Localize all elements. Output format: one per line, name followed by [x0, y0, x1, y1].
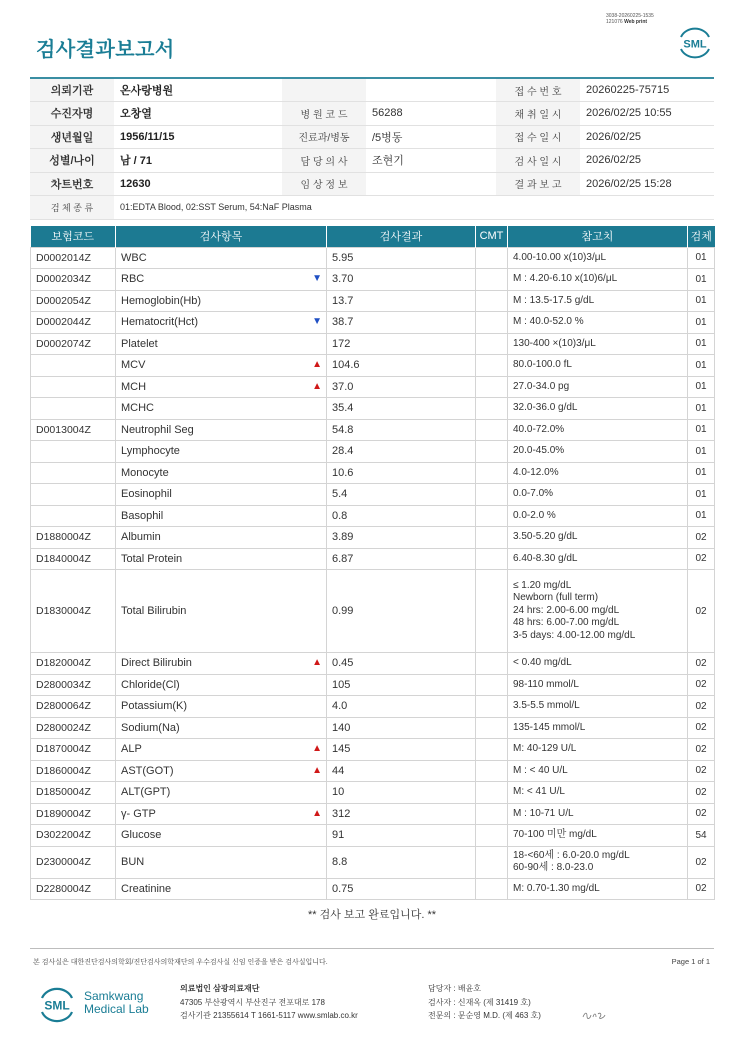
test-item-name: Glucose — [121, 829, 162, 842]
insurance-code-cell: D0002074Z — [31, 333, 116, 355]
high-flag-icon: ▲ — [312, 807, 322, 819]
test-item-name: Potassium(K) — [121, 700, 188, 713]
result-cell: 10 — [327, 782, 476, 804]
cmt-cell — [476, 739, 508, 761]
result-cell: 3.89 — [327, 527, 476, 549]
reference-cell: M : 40.0-52.0 % — [508, 312, 688, 334]
brand-name: Samkwang Medical Lab — [84, 989, 149, 1016]
table-row — [31, 548, 715, 570]
reference-cell: 130-400 ×(10)3/μL — [508, 333, 688, 355]
test-item-name: ALP — [121, 743, 142, 756]
info-row — [30, 172, 714, 196]
reference-cell: 6.40-8.30 g/dL — [508, 548, 688, 570]
cmt-cell — [476, 247, 508, 269]
table-row — [31, 846, 715, 878]
table-row — [31, 419, 715, 441]
certification-note: 본 검사실은 대한진단검사의학회/진단검사의학재단의 우수검사실 신임 인증을 받은 검사실입니다. — [33, 959, 328, 966]
col-test-item: 검사항목 — [116, 226, 327, 247]
test-item-name: MCV — [121, 359, 146, 372]
table-row — [31, 782, 715, 804]
specimen-cell: 02 — [688, 846, 715, 878]
reference-cell: 40.0-72.0% — [508, 419, 688, 441]
table-row — [31, 462, 715, 484]
reference-cell: M : 13.5-17.5 g/dL — [508, 290, 688, 312]
cmt-cell — [476, 717, 508, 739]
cmt-cell — [476, 825, 508, 847]
test-item-name: WBC — [121, 251, 147, 264]
document-code: 3038-20260225-1535 121076 Web print — [606, 13, 654, 25]
col-result: 검사결과 — [327, 226, 476, 247]
table-row — [31, 803, 715, 825]
test-item-cell — [116, 717, 327, 739]
reference-cell: 98-110 mmol/L — [508, 674, 688, 696]
collected-label: 채 취 일 시 — [496, 102, 580, 126]
table-row — [31, 696, 715, 718]
cmt-cell — [476, 527, 508, 549]
institution-value: 온사랑병원 — [114, 78, 282, 102]
cmt-cell — [476, 333, 508, 355]
specimen-cell: 02 — [688, 803, 715, 825]
reference-cell: 0.0-7.0% — [508, 484, 688, 506]
specimen-cell: 01 — [688, 484, 715, 506]
institution-label: 의뢰기관 — [30, 78, 114, 102]
cmt-cell — [476, 290, 508, 312]
specimen-cell: 02 — [688, 527, 715, 549]
test-item-cell — [116, 548, 327, 570]
result-cell: 4.0 — [327, 696, 476, 718]
cmt-cell — [476, 846, 508, 878]
test-item-name: Hemoglobin(Hb) — [121, 294, 202, 307]
test-item-cell — [116, 290, 327, 312]
high-flag-icon: ▲ — [312, 743, 322, 755]
dept-label: 진료과/병동 — [282, 125, 366, 149]
staff-info: 담당자 : 배윤호 검사자 : 신재옥 (제 31419 호) 전문의 : 문순영 M.D. (제 463 호) — [428, 984, 541, 1020]
test-item-name: ALT(GPT) — [121, 786, 171, 799]
table-row — [31, 355, 715, 377]
patient-label: 수진자명 — [30, 102, 114, 126]
reference-cell: 27.0-34.0 pg — [508, 376, 688, 398]
test-item-name: Sodium(Na) — [121, 721, 180, 734]
table-row — [31, 376, 715, 398]
test-item-cell — [116, 505, 327, 527]
test-item-name: Lymphocyte — [121, 445, 180, 458]
dob-value: 1956/11/15 — [114, 125, 282, 149]
test-item-name: AST(GOT) — [121, 764, 174, 777]
sml-logo-icon — [36, 986, 78, 1024]
specimen-cell: 02 — [688, 878, 715, 900]
clinical-label: 임 상 정 보 — [282, 172, 366, 196]
result-cell: 104.6 — [327, 355, 476, 377]
test-item-cell — [116, 825, 327, 847]
reference-line: 48 hrs: 6.00-7.00 mg/dL — [513, 617, 620, 629]
high-flag-icon: ▲ — [312, 764, 322, 776]
reference-cell: M : 4.20-6.10 x(10)6/μL — [508, 269, 688, 291]
test-item-name: Hematocrit(Hct) — [121, 316, 199, 329]
cmt-cell — [476, 878, 508, 900]
received-value: 2026/02/25 — [580, 125, 714, 149]
specimen-cell: 01 — [688, 462, 715, 484]
test-item-cell — [116, 398, 327, 420]
insurance-code-cell: D2300004Z — [31, 846, 116, 878]
specimen-cell: 01 — [688, 312, 715, 334]
table-row — [31, 269, 715, 291]
page-title: 검사결과보고서 — [36, 39, 175, 61]
test-item-cell — [116, 269, 327, 291]
reception-no-value: 20260225-75715 — [580, 78, 714, 102]
page-number: Page 1 of 1 — [671, 957, 710, 966]
sml-logo-icon — [676, 26, 714, 60]
test-item-cell — [116, 441, 327, 463]
table-row — [31, 739, 715, 761]
reference-cell: 135-145 mmol/L — [508, 717, 688, 739]
table-row — [31, 674, 715, 696]
reported-label: 결 과 보 고 — [496, 172, 580, 196]
test-item-name: γ- GTP — [121, 807, 156, 820]
test-item-cell — [116, 878, 327, 900]
result-cell: 145 — [327, 739, 476, 761]
chart-value: 12630 — [114, 172, 282, 196]
high-flag-icon: ▲ — [312, 359, 322, 371]
cmt-cell — [476, 782, 508, 804]
organization-info: 의료법인 삼광의료재단 47305 부산광역시 부산진구 전포대로 178 검사기관 21355614 T 1661-5117 www.smlab.co.kr — [180, 984, 358, 1020]
chart-label: 차트번호 — [30, 172, 114, 196]
test-item-cell — [116, 247, 327, 269]
reference-cell: M: < 41 U/L — [508, 782, 688, 804]
specimen-cell: 01 — [688, 441, 715, 463]
reference-cell: 32.0-36.0 g/dL — [508, 398, 688, 420]
result-cell: 105 — [327, 674, 476, 696]
high-flag-icon: ▲ — [312, 657, 322, 669]
hospital-code-label: 병 원 코 드 — [282, 102, 366, 126]
col-reference: 참고치 — [508, 226, 688, 247]
specimen-cell: 02 — [688, 570, 715, 653]
report-complete-note: ** 검사 보고 완료입니다. ** — [307, 909, 437, 921]
result-cell: 0.45 — [327, 653, 476, 675]
test-item-name: Albumin — [121, 531, 161, 544]
col-specimen: 검체 — [688, 226, 715, 247]
test-item-name: Eosinophil — [121, 488, 172, 501]
insurance-code-cell — [31, 505, 116, 527]
table-row — [31, 247, 715, 269]
cmt-cell — [476, 570, 508, 653]
cmt-cell — [476, 419, 508, 441]
insurance-code-cell: D2280004Z — [31, 878, 116, 900]
specimen-cell: 01 — [688, 269, 715, 291]
test-item-cell — [116, 527, 327, 549]
test-item-cell — [116, 696, 327, 718]
insurance-code-cell: D0002014Z — [31, 247, 116, 269]
specimen-cell: 54 — [688, 825, 715, 847]
result-cell: 54.8 — [327, 419, 476, 441]
result-cell: 8.8 — [327, 846, 476, 878]
table-row — [31, 760, 715, 782]
cmt-cell — [476, 462, 508, 484]
insurance-code-cell: D0013004Z — [31, 419, 116, 441]
cmt-cell — [476, 803, 508, 825]
insurance-code-cell: D1860004Z — [31, 760, 116, 782]
result-cell: 91 — [327, 825, 476, 847]
test-item-name: Monocyte — [121, 466, 169, 479]
results-header — [31, 226, 715, 247]
reference-line: ≤ 1.20 mg/dL — [513, 579, 572, 591]
table-row — [31, 527, 715, 549]
cmt-cell — [476, 484, 508, 506]
reference-cell: M: 40-129 U/L — [508, 739, 688, 761]
specimen-cell: 02 — [688, 782, 715, 804]
reference-line: 24 hrs: 2.00-6.00 mg/dL — [513, 604, 620, 616]
footer-divider — [30, 948, 714, 949]
insurance-code-cell: D1890004Z — [31, 803, 116, 825]
info-row — [30, 125, 714, 149]
table-row — [31, 484, 715, 506]
col-insurance-code: 보험코드 — [31, 226, 116, 247]
result-cell: 38.7 — [327, 312, 476, 334]
result-cell: 13.7 — [327, 290, 476, 312]
result-cell: 3.70 — [327, 269, 476, 291]
physician-label: 담 당 의 사 — [282, 149, 366, 173]
test-item-name: MCH — [121, 380, 147, 393]
specimen-value: 01:EDTA Blood, 02:SST Serum, 54:NaF Plasma — [114, 196, 714, 220]
test-item-name: Total Bilirubin — [121, 605, 187, 617]
patient-value: 오창열 — [114, 102, 282, 126]
insurance-code-cell: D2800024Z — [31, 717, 116, 739]
table-row — [31, 290, 715, 312]
specimen-cell: 01 — [688, 419, 715, 441]
low-flag-icon: ▼ — [312, 273, 322, 285]
result-cell: 28.4 — [327, 441, 476, 463]
test-item-name: Platelet — [121, 337, 158, 350]
result-cell: 172 — [327, 333, 476, 355]
insurance-code-cell: D1880004Z — [31, 527, 116, 549]
test-item-cell — [116, 760, 327, 782]
test-item-name: Total Protein — [121, 552, 183, 565]
reference-cell: M : < 40 U/L — [508, 760, 688, 782]
specimen-cell: 01 — [688, 505, 715, 527]
reference-cell: 3.50-5.20 g/dL — [508, 527, 688, 549]
collected-value: 2026/02/25 10:55 — [580, 102, 714, 126]
test-item-name: Creatinine — [121, 882, 172, 895]
test-item-cell — [116, 653, 327, 675]
result-cell: 140 — [327, 717, 476, 739]
info-row — [30, 149, 714, 173]
insurance-code-cell: D1840004Z — [31, 548, 116, 570]
cmt-cell — [476, 674, 508, 696]
reference-line: 60-90세 : 8.0-23.0 — [513, 862, 594, 873]
reference-cell: 20.0-45.0% — [508, 441, 688, 463]
specimen-label: 검 체 종 류 — [30, 196, 114, 220]
result-cell: 0.75 — [327, 878, 476, 900]
cmt-cell — [476, 441, 508, 463]
specimen-cell: 01 — [688, 290, 715, 312]
reference-cell — [508, 570, 688, 653]
result-cell: 44 — [327, 760, 476, 782]
table-row — [31, 441, 715, 463]
cmt-cell — [476, 653, 508, 675]
reference-cell: 70-100 미만 mg/dL — [508, 825, 688, 847]
result-cell: 0.8 — [327, 505, 476, 527]
cmt-cell — [476, 696, 508, 718]
test-item-name: Basophil — [121, 509, 164, 522]
reference-cell: M: 0.70-1.30 mg/dL — [508, 878, 688, 900]
patient-info-table — [30, 77, 714, 220]
cmt-cell — [476, 376, 508, 398]
insurance-code-cell — [31, 484, 116, 506]
specimen-cell: 01 — [688, 398, 715, 420]
reference-cell: 80.0-100.0 fL — [508, 355, 688, 377]
result-cell: 10.6 — [327, 462, 476, 484]
reception-no-label: 접 수 번 호 — [496, 78, 580, 102]
test-item-cell — [116, 419, 327, 441]
specimen-cell: 02 — [688, 739, 715, 761]
svg-text:SML: SML — [683, 38, 707, 51]
insurance-code-cell: D2800034Z — [31, 674, 116, 696]
insurance-code-cell: D2800064Z — [31, 696, 116, 718]
svg-text:SML: SML — [44, 998, 70, 1013]
sex-age-label: 성별/나이 — [30, 149, 114, 173]
test-item-name: Direct Bilirubin — [121, 657, 192, 670]
test-item-cell — [116, 782, 327, 804]
low-flag-icon: ▼ — [312, 316, 322, 328]
insurance-code-cell: D0002054Z — [31, 290, 116, 312]
table-row — [31, 717, 715, 739]
reference-cell: 4.00-10.00 x(10)3/μL — [508, 247, 688, 269]
table-row — [31, 653, 715, 675]
cmt-cell — [476, 760, 508, 782]
reference-cell: 0.0-2.0 % — [508, 505, 688, 527]
test-item-name: RBC — [121, 273, 145, 286]
result-cell: 5.95 — [327, 247, 476, 269]
cmt-cell — [476, 355, 508, 377]
insurance-code-cell: D0002034Z — [31, 269, 116, 291]
result-cell: 0.99 — [327, 570, 476, 653]
tested-value: 2026/02/25 — [580, 149, 714, 173]
dept-value: /5병동 — [366, 125, 496, 149]
reference-cell: 4.0-12.0% — [508, 462, 688, 484]
result-cell: 6.87 — [327, 548, 476, 570]
insurance-code-cell: D3022004Z — [31, 825, 116, 847]
cmt-cell — [476, 312, 508, 334]
sex-age-value: 남 / 71 — [114, 149, 282, 173]
reference-line: 3-5 days: 4.00-12.00 mg/dL — [513, 629, 636, 641]
specimen-cell: 02 — [688, 548, 715, 570]
received-label: 접 수 일 시 — [496, 125, 580, 149]
reference-cell — [508, 846, 688, 878]
insurance-code-cell — [31, 355, 116, 377]
result-cell: 312 — [327, 803, 476, 825]
result-cell: 35.4 — [327, 398, 476, 420]
test-item-cell — [116, 312, 327, 334]
test-item-cell — [116, 739, 327, 761]
specimen-cell: 01 — [688, 247, 715, 269]
insurance-code-cell: D1820004Z — [31, 653, 116, 675]
result-cell: 5.4 — [327, 484, 476, 506]
test-item-cell — [116, 376, 327, 398]
test-item-name: Chloride(Cl) — [121, 678, 180, 691]
reference-cell: 3.5-5.5 mmol/L — [508, 696, 688, 718]
reported-value: 2026/02/25 15:28 — [580, 172, 714, 196]
reference-line: 18-<60세 : 6.0-20.0 mg/dL — [513, 849, 630, 861]
specimen-cell: 01 — [688, 376, 715, 398]
insurance-code-cell — [31, 441, 116, 463]
table-row — [31, 878, 715, 900]
cmt-cell — [476, 505, 508, 527]
insurance-code-cell — [31, 398, 116, 420]
insurance-code-cell: D1830004Z — [31, 570, 116, 653]
test-item-name: Neutrophil Seg — [121, 423, 194, 436]
reference-cell: M : 10-71 U/L — [508, 803, 688, 825]
specimen-cell: 02 — [688, 696, 715, 718]
test-item-cell — [116, 846, 327, 878]
test-item-cell — [116, 355, 327, 377]
specimen-cell: 02 — [688, 653, 715, 675]
specimen-cell: 01 — [688, 333, 715, 355]
table-row — [31, 570, 715, 653]
table-row — [31, 505, 715, 527]
table-row — [31, 312, 715, 334]
table-row — [31, 825, 715, 847]
table-row — [31, 333, 715, 355]
insurance-code-cell: D1870004Z — [31, 739, 116, 761]
results-table — [30, 226, 715, 900]
specimen-cell: 01 — [688, 355, 715, 377]
test-item-cell — [116, 484, 327, 506]
test-item-cell — [116, 803, 327, 825]
test-item-cell — [116, 333, 327, 355]
test-item-cell — [116, 462, 327, 484]
specimen-cell: 02 — [688, 760, 715, 782]
insurance-code-cell: D1850004Z — [31, 782, 116, 804]
table-row — [31, 398, 715, 420]
col-cmt: CMT — [476, 226, 508, 247]
cmt-cell — [476, 398, 508, 420]
results-body — [31, 247, 715, 900]
cmt-cell — [476, 269, 508, 291]
test-item-name: BUN — [121, 856, 145, 868]
info-row — [30, 196, 714, 220]
clinical-value — [366, 172, 496, 196]
reference-cell: < 0.40 mg/dL — [508, 653, 688, 675]
test-item-cell — [116, 674, 327, 696]
insurance-code-cell: D0002044Z — [31, 312, 116, 334]
test-item-cell — [116, 570, 327, 653]
hospital-code-value: 56288 — [366, 102, 496, 126]
result-cell: 37.0 — [327, 376, 476, 398]
test-item-name: MCHC — [121, 402, 154, 415]
dob-label: 생년월일 — [30, 125, 114, 149]
signature-icon — [581, 1008, 607, 1022]
reference-line: Newborn (full term) — [513, 592, 599, 604]
insurance-code-cell — [31, 376, 116, 398]
high-flag-icon: ▲ — [312, 380, 322, 392]
specimen-cell: 02 — [688, 674, 715, 696]
insurance-code-cell — [31, 462, 116, 484]
physician-value: 조현기 — [366, 149, 496, 173]
info-row — [30, 78, 714, 102]
specimen-cell: 02 — [688, 717, 715, 739]
cmt-cell — [476, 548, 508, 570]
tested-label: 검 사 일 시 — [496, 149, 580, 173]
info-row — [30, 102, 714, 126]
